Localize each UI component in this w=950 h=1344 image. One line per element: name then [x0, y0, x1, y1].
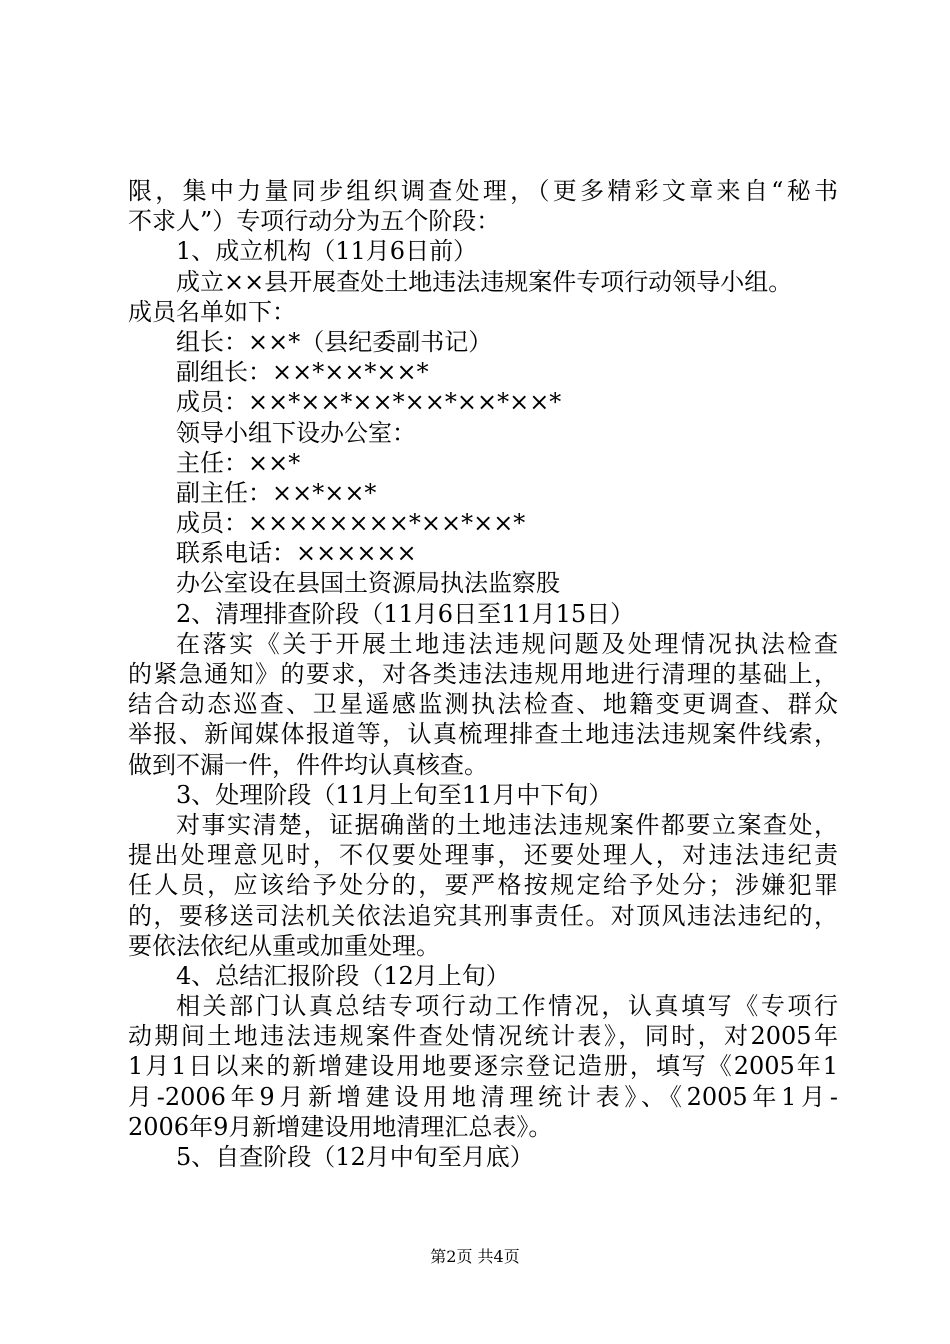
text-line: 成员：××*××*××*××*××*××*	[176, 388, 562, 417]
text-line: 主任：××*	[176, 448, 301, 477]
text-line: 任人员，应该给予处分的，要严格按规定给予处分；涉嫌犯罪	[128, 871, 838, 900]
text-line: 相关部门认真总结专项行动工作情况，认真填写《专项行	[176, 992, 838, 1021]
text-line: 3、处理阶段（11月上旬至11月中下旬）	[176, 780, 613, 809]
text-line: 动期间土地违法违规案件查处情况统计表》，同时，对2005年	[128, 1022, 838, 1051]
text-line: 在落实《关于开展土地违法违规问题及处理情况执法检查	[176, 629, 838, 658]
text-line: 做到不漏一件，件件均认真核查。	[128, 750, 488, 779]
text-line: 办公室设在县国土资源局执法监察股	[176, 569, 560, 598]
text-line: 的，要移送司法机关依法追究其刑事责任。对顶风违法违纪的，	[128, 901, 838, 930]
text-line: 副组长：××*××*××*	[176, 358, 429, 387]
text-line: 成员名单如下：	[128, 297, 296, 326]
text-line: 1、成立机构（11月6日前）	[176, 237, 478, 266]
text-line: 提出处理意见时，不仅要处理事，还要处理人，对违法违纪责	[128, 841, 838, 870]
text-line: 领导小组下设办公室：	[176, 418, 416, 447]
text-line: 5、自查阶段（12月中旬至月底）	[176, 1143, 534, 1171]
text-line: 1月1日以来的新增建设用地要逐宗登记造册，填写《2005年1	[128, 1052, 838, 1081]
text-line: 的紧急通知》的要求，对各类违法违规用地进行清理的基础上，	[128, 660, 838, 688]
page-footer: 第2页 共4页	[430, 1247, 520, 1266]
text-line: 组长：××*（县纪委副书记）	[176, 327, 493, 356]
text-line: 不求人”）专项行动分为五个阶段：	[128, 207, 501, 236]
text-line: 副主任：××*××*	[176, 478, 377, 507]
text-line: 4、总结汇报阶段（12月上旬）	[176, 961, 510, 990]
text-line: 结合动态巡查、卫星遥感监测执法检查、地籍变更调查、群众	[128, 690, 838, 719]
text-line: 对事实清楚，证据确凿的土地违法违规案件都要立案查处，	[176, 810, 838, 839]
text-line: 联系电话：××××××	[176, 539, 417, 568]
text-line: 成员：××××××××*××*××*	[176, 509, 526, 538]
text-line: 成立××县开展查处土地违法违规案件专项行动领导小组。	[176, 267, 793, 296]
document-body	[128, 176, 838, 1172]
text-line: 2006年9月新增建设用地清理汇总表》。	[128, 1112, 553, 1141]
text-line: 限，集中力量同步组织调查处理，（更多精彩文章来自“秘书	[128, 177, 838, 205]
text-line: 月-2006年9月新增建设用地清理统计表》、《2005年1月-	[128, 1082, 838, 1111]
text-line: 2、清理排查阶段（11月6日至11月15日）	[176, 599, 635, 628]
text-line: 举报、新闻媒体报道等，认真梳理排查土地违法违规案件线索，	[128, 720, 838, 749]
text-line: 要依法依纪从重或加重处理。	[128, 931, 440, 960]
